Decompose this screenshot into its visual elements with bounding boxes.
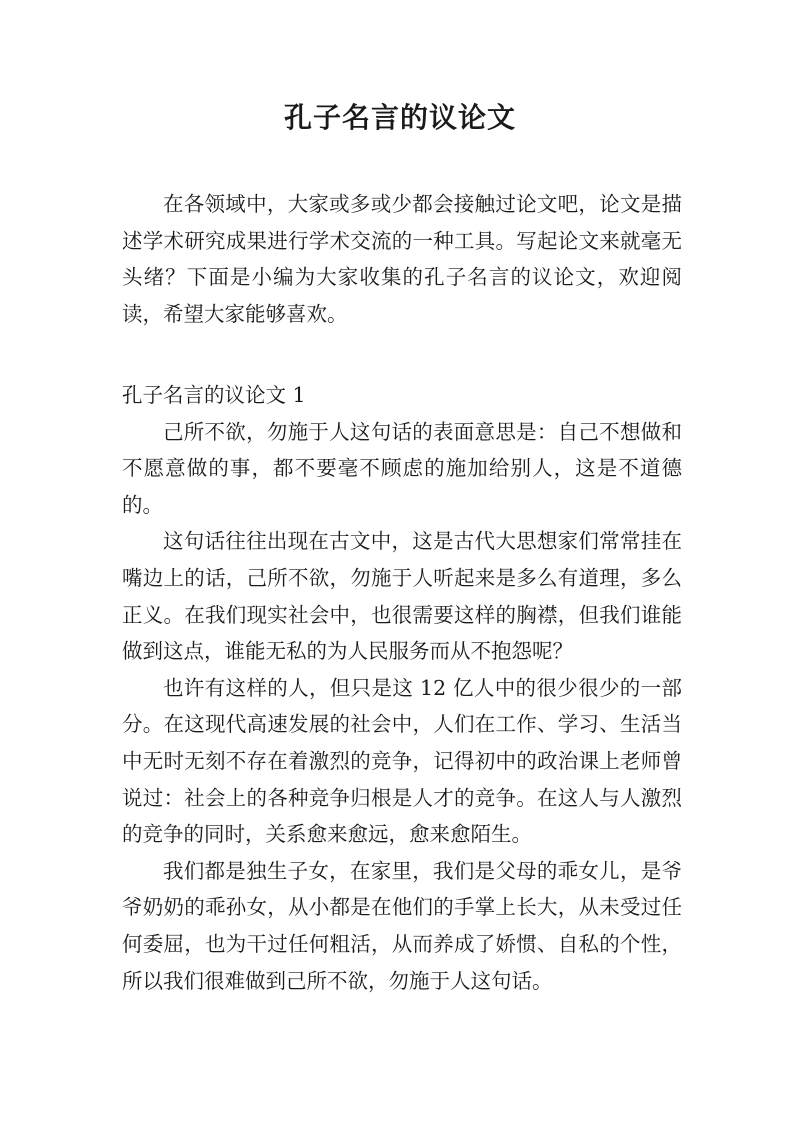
body-paragraph: 己所不欲，勿施于人这句话的表面意思是：自己不想做和不愿意做的事，都不要毫不顾虑的施加给别人，这是不道德的。	[122, 419, 682, 517]
body-paragraph: 我们都是独生子女，在家里，我们是父母的乖女儿，是爷爷奶奶的乖孙女，从小都是在他们的手掌上长大，从未受过任何委屈，也为干过任何粗活，从而养成了娇惯、自私的个性，所以我们很难做到己所不欲，勿施于人这句话。	[122, 858, 682, 993]
intro-block	[122, 186, 682, 332]
document-title: 孔子名言的议论文	[283, 101, 516, 134]
body-paragraph: 也许有这样的人，但只是这 12 亿人中的很少很少的一部分。在这现代高速发展的社会中，人们在工作、学习、生活当中无时无刻不存在着激烈的竞争，记得初中的政治课上老师曾说过：社会上的各种竞争归根是人才的竞争。在这人与人激烈的竞争的同时，关系愈来愈远，愈来愈陌生。	[122, 675, 682, 847]
body-paragraph: 这句话往往出现在古文中，这是古代大思想家们常常挂在嘴边上的话，己所不欲，勿施于人听起来是多么有道理，多么正义。在我们现实社会中，也很需要这样的胸襟，但我们谁能做到这点，谁能无私的为人民服务而从不抱怨呢？	[122, 529, 682, 664]
section-heading: 孔子名言的议论文 1	[122, 383, 306, 407]
essay-section	[122, 377, 682, 999]
intro-paragraph: 在各领域中，大家或多或少都会接触过论文吧，论文是描述学术研究成果进行学术交流的一种工具。写起论文来就毫无头绪？下面是小编为大家收集的孔子名言的议论文，欢迎阅读，希望大家能够喜欢。	[122, 192, 682, 326]
